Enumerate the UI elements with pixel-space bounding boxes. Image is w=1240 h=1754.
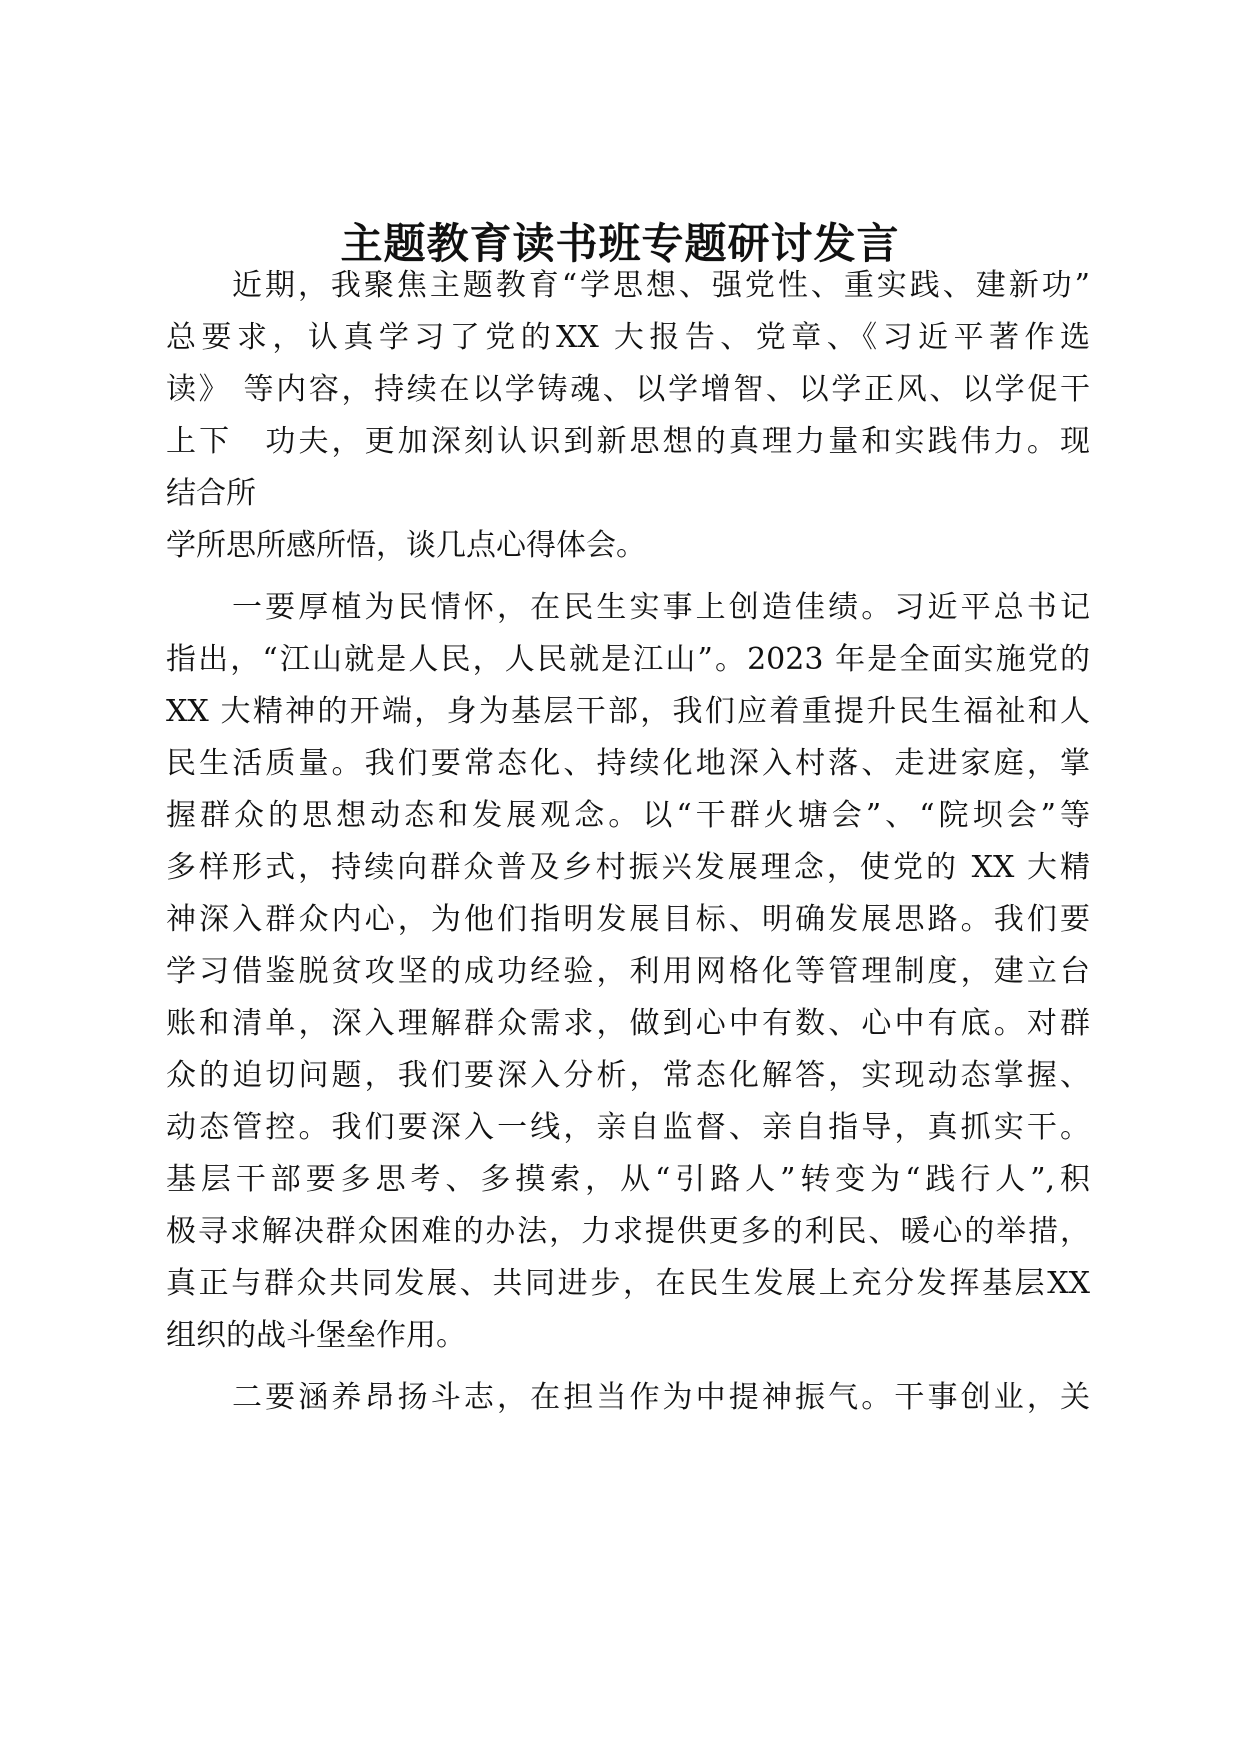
paragraph-line: 结合所	[166, 476, 256, 511]
paragraph-line: 组织的战斗堡垒作用。	[166, 1318, 466, 1353]
paragraph-line: 极寻求解决群众困难的办法，力求提供更多的利民、暖心的举措，	[166, 1214, 1090, 1249]
paragraph-line: 近期，我聚焦主题教育“学思想、强党性、重实践、建新功”	[232, 268, 1090, 303]
paragraph-line: 上下 功夫，更加深刻认识到新思想的真理力量和实践伟力。现	[166, 424, 1090, 459]
paragraph-line: 读》 等内容，持续在以学铸魂、以学增智、以学正风、以学促干	[166, 372, 1090, 407]
paragraph-line: 账和清单，深入理解群众需求，做到心中有数、心中有底。对群	[166, 1006, 1090, 1041]
paragraph-line: 基层干部要多思考、多摸索，从“引路人”转变为“践行人”,积	[166, 1162, 1090, 1197]
paragraph-line: 民生活质量。我们要常态化、持续化地深入村落、走进家庭，掌	[166, 746, 1090, 781]
paragraph-line: 学习借鉴脱贫攻坚的成功经验，利用网格化等管理制度，建立台	[166, 954, 1090, 989]
paragraph-line: 指出，“江山就是人民，人民就是江山”。2023 年是全面实施党的	[166, 642, 1090, 677]
paragraph-line: 众的迫切问题，我们要深入分析，常态化解答，实现动态掌握、	[166, 1058, 1090, 1093]
document-title: 主题教育读书班专题研讨发言	[340, 219, 900, 268]
paragraph-line: XX 大精神的开端，身为基层干部，我们应着重提升民生福祉和人	[166, 694, 1090, 729]
paragraph-line: 握群众的思想动态和发展观念。以“干群火塘会”、“院坝会”等	[166, 798, 1090, 833]
paragraph-line: 学所思所感所悟，谈几点心得体会。	[166, 528, 646, 563]
paragraph-line: 动态管控。我们要深入一线，亲自监督、亲自指导，真抓实干。	[166, 1110, 1090, 1145]
paragraph-line: 一要厚植为民情怀，在民生实事上创造佳绩。习近平总书记	[232, 590, 1090, 625]
paragraph-line: 多样形式，持续向群众普及乡村振兴发展理念，使党的 XX 大精	[166, 850, 1090, 885]
document-body	[166, 260, 1090, 1424]
paragraph-line: 二要涵养昂扬斗志，在担当作为中提神振气。干事创业，关	[232, 1380, 1090, 1415]
paragraph-line: 神深入群众内心，为他们指明发展目标、明确发展思路。我们要	[166, 902, 1090, 937]
paragraph-line: 真正与群众共同发展、共同进步，在民生发展上充分发挥基层XX	[166, 1266, 1090, 1301]
paragraph-line: 总要求，认真学习了党的XX 大报告、党章、《习近平著作选	[166, 320, 1090, 355]
